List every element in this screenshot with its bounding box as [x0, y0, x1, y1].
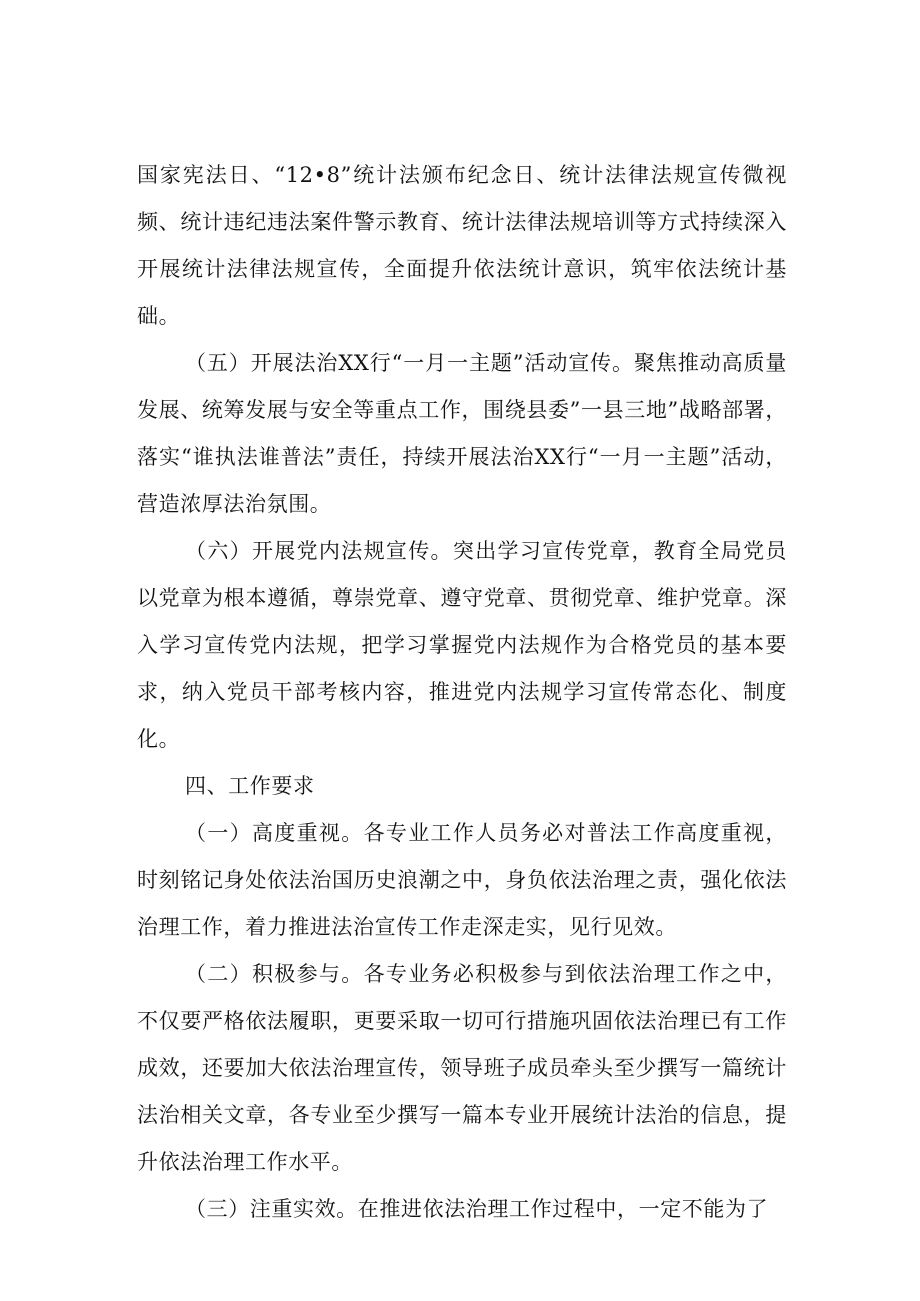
paragraph-requirement-three: （三）注重实效。在推进依法治理工作过程中，一定不能为了	[185, 1197, 769, 1221]
paragraph-item-six: （六）开展党内法规宣传。突出学习宣传党章，教育全局党员以党章为根本遵循，尊崇党章、遵守党章、贯彻党章、维护党章。深入学习宣传党内法规，把学习掌握党内法规作为合格党员的基本要求，纳入党员干部考核内容，推进党内法规学习宣传常态化、制度化。	[137, 539, 787, 751]
paragraph-continuation: 国家宪法日、“12•8”统计法颁布纪念日、统计法律法规宣传微视频、统计违纪违法案件警示教育、统计法律法规培训等方式持续深入开展统计法律法规宣传，全面提升依法统计意识，筑牢依法统计基础。	[137, 163, 787, 328]
paragraph-requirement-two: （二）积极参与。各专业务必积极参与到依法治理工作之中，不仅要严格依法履职，更要采取一切可行措施巩固依法治理已有工作成效，还要加大依法治理宣传，领导班子成员牵头至少撰写一篇统计法治相关文章，各专业至少撰写一篇本专业开展统计法治的信息，提升依法治理工作水平。	[137, 962, 787, 1174]
paragraph-item-five: （五）开展法治XX行“一月一主题”活动宣传。聚焦推动高质量发展、统筹发展与安全等重点工作，围绕县委”一县三地”战略部署，落实“谁执法谁普法”责任，持续开展法治XX行“一月一主题”活动，营造浓厚法治氛围。	[137, 351, 787, 516]
section-heading-work-requirements: 四、工作要求	[185, 774, 315, 798]
paragraph-requirement-one: （一）高度重视。各专业工作人员务必对普法工作高度重视，时刻铭记身处依法治国历史浪潮之中，身负依法治理之责，强化依法治理工作，着力推进法治宣传工作走深走实，见行见效。	[137, 821, 787, 939]
document-body	[137, 152, 787, 1233]
